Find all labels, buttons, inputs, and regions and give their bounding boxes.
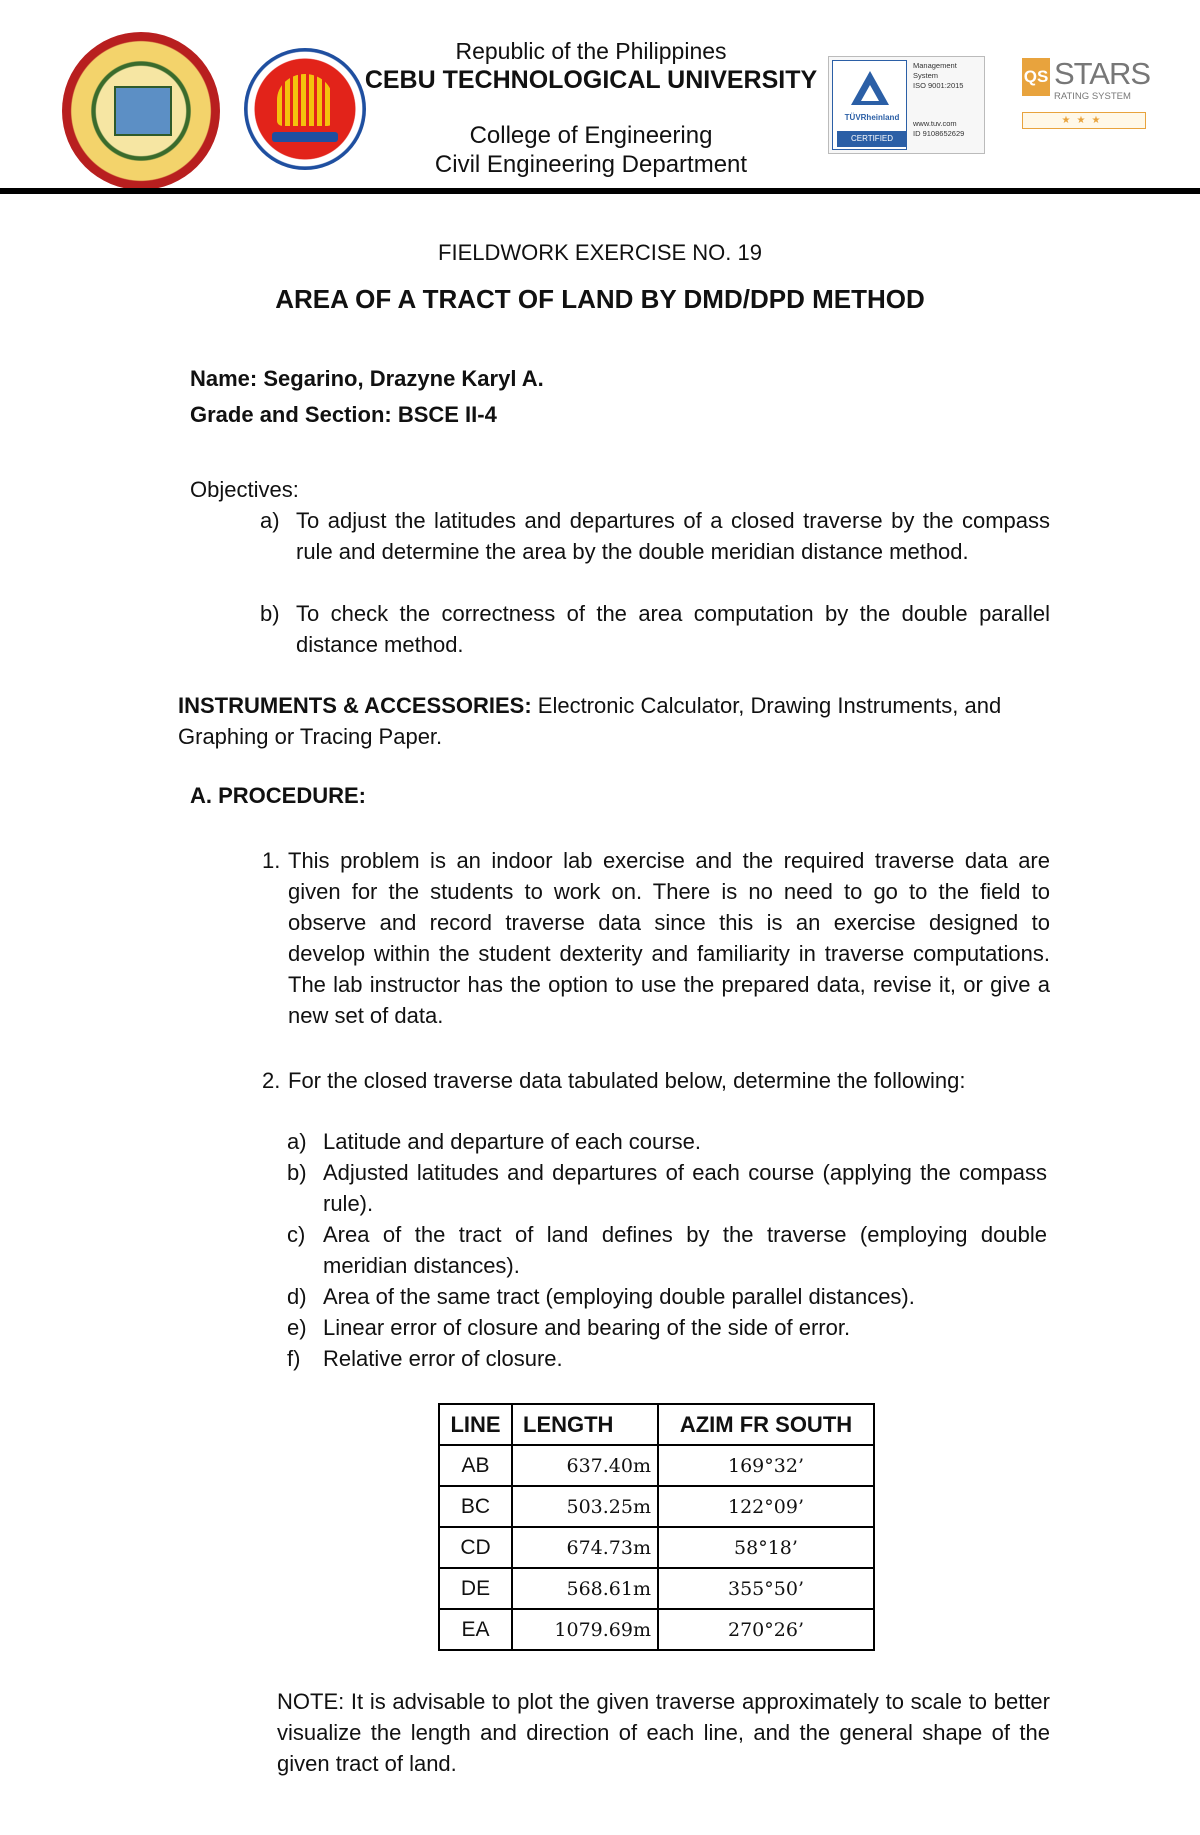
step-text: This problem is an indoor lab exercise and the required traverse data are given for the students to work on. There is no need to go to the field to observe and record traverse data since this is an exercise designed to develop within the student dexterity and familiarity in traverse computations. The lab instructor has the option to use the prepared data, revise it, or give a new set of data. <box>288 848 1050 1028</box>
seal-book-emblem <box>114 86 172 136</box>
table-row <box>439 1486 874 1527</box>
cell-line: AB <box>439 1445 512 1486</box>
table-row <box>439 1445 874 1486</box>
asean-wordmark <box>272 132 338 142</box>
note-paragraph: NOTE: It is advisable to plot the given traverse approximately to scale to better visualize the length and direction of each line, and the general shape of the given tract of land. <box>277 1689 1050 1776</box>
header-college: College of Engineering <box>469 122 713 149</box>
instruments-paragraph <box>178 690 1058 752</box>
instruments-text: Electronic Calculator, Drawing Instruments, and Graphing or Tracing Paper. <box>178 693 1002 749</box>
step-marker: 1. <box>262 848 281 873</box>
tuv-certification-logo <box>828 56 985 154</box>
table-row <box>439 1609 874 1650</box>
objective-text: To adjust the latitudes and departures of a closed traverse by the compass rule and determine the area by the double meridian distance method. <box>296 508 1050 564</box>
tuv-triangle-inner <box>861 85 879 101</box>
student-grade-section: Grade and Section: BSCE II-4 <box>190 402 497 427</box>
cell-line: DE <box>439 1568 512 1609</box>
qs-stars-logo <box>1022 56 1151 128</box>
header-divider <box>0 188 1200 194</box>
exercise-number: FIELDWORK EXERCISE NO. 19 <box>438 240 762 265</box>
subitem-marker: f) <box>287 1346 301 1371</box>
header-university: CEBU TECHNOLOGICAL UNIVERSITY <box>364 66 818 94</box>
qs-stars-word: STARS <box>1054 56 1151 91</box>
cell-length: 1079.69m <box>512 1609 658 1650</box>
student-name: Name: Segarino, Drazyne Karyl A. <box>190 366 544 391</box>
subitem-marker: a) <box>287 1129 307 1154</box>
qs-badge: QS <box>1022 58 1050 96</box>
header-department: Civil Engineering Department <box>434 151 748 178</box>
traverse-data-table <box>438 1403 875 1651</box>
cell-line: CD <box>439 1527 512 1568</box>
objective-text: To check the correctness of the area computation by the double parallel distance method. <box>296 601 1050 657</box>
qs-rating-system: RATING SYSTEM <box>1054 91 1131 102</box>
cell-azimuth: 58°18’ <box>658 1527 874 1568</box>
cell-line: EA <box>439 1609 512 1650</box>
tuv-website: www.tuv.com <box>913 119 957 128</box>
cell-azimuth: 270°26’ <box>658 1609 874 1650</box>
subitem-text: Latitude and departure of each course. <box>323 1129 701 1154</box>
step-marker: 2. <box>262 1068 281 1093</box>
tuv-iso: ISO 9001:2015 <box>913 81 964 90</box>
subitem-text: Area of the tract of land defines by the traverse (employing double meridian distances). <box>323 1222 1047 1278</box>
column-header-length: LENGTH <box>512 1404 658 1445</box>
subitem-marker: c) <box>287 1222 306 1247</box>
subitem-text: Adjusted latitudes and departures of each course (applying the compass rule). <box>323 1160 1047 1216</box>
tuv-management: Management System <box>913 61 957 80</box>
objectives-heading: Objectives: <box>190 477 299 502</box>
subitem-marker: b) <box>287 1160 307 1185</box>
cell-length: 637.40m <box>512 1445 658 1486</box>
objective-item <box>260 505 1050 600</box>
cell-azimuth: 355°50’ <box>658 1568 874 1609</box>
table-row <box>439 1527 874 1568</box>
cell-length: 568.61m <box>512 1568 658 1609</box>
tuv-id: ID 9108652629 <box>913 129 965 138</box>
header-republic: Republic of the Philippines <box>455 38 727 64</box>
objective-item <box>260 598 1050 662</box>
instruments-label: INSTRUMENTS & ACCESSORIES: <box>178 693 532 718</box>
table-header-row <box>439 1404 874 1445</box>
subitem-marker: e) <box>287 1315 307 1340</box>
procedure-heading: A. PROCEDURE: <box>190 783 367 808</box>
asean-logo <box>244 48 366 170</box>
cell-length: 674.73m <box>512 1527 658 1568</box>
tuv-details <box>913 61 981 139</box>
cell-azimuth: 169°32’ <box>658 1445 874 1486</box>
cell-length: 503.25m <box>512 1486 658 1527</box>
tuv-name: TÜVRheinland <box>844 113 900 122</box>
subitem-marker: d) <box>287 1284 307 1309</box>
cell-azimuth: 122°09’ <box>658 1486 874 1527</box>
subitem-text: Relative error of closure. <box>323 1346 563 1371</box>
subitem-text: Area of the same tract (employing double parallel distances). <box>323 1284 915 1309</box>
asean-rice-sheaf-icon <box>277 74 333 126</box>
subitem-text: Linear error of closure and bearing of the side of error. <box>323 1315 851 1340</box>
procedure-step <box>262 1065 1052 1097</box>
ctu-seal-logo <box>62 32 220 190</box>
objective-marker: b) <box>260 601 280 626</box>
tuv-certified: CERTIFIED <box>837 131 907 147</box>
objective-marker: a) <box>260 508 280 533</box>
column-header-line: LINE <box>439 1404 512 1445</box>
procedure-step <box>262 845 1052 1035</box>
qs-star-rating-icon: ★★★ <box>1022 112 1146 129</box>
column-header-azimuth: AZIM FR SOUTH <box>658 1404 874 1445</box>
tuv-badge <box>832 60 907 150</box>
document-title: AREA OF A TRACT OF LAND BY DMD/DPD METHOD <box>275 284 925 314</box>
cell-line: BC <box>439 1486 512 1527</box>
step-text: For the closed traverse data tabulated below, determine the following: <box>288 1068 966 1093</box>
table-row <box>439 1568 874 1609</box>
